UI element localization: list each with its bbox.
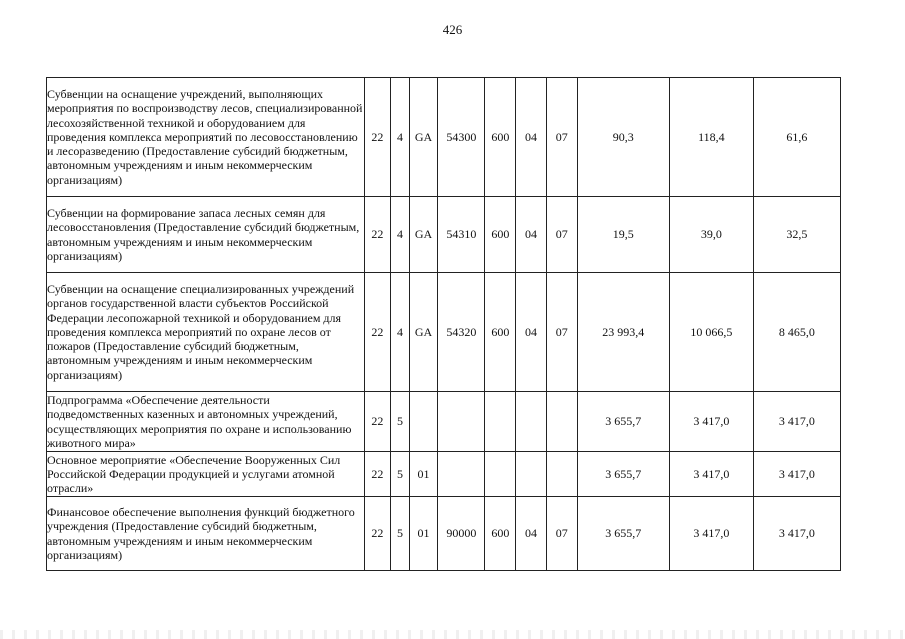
amount-year-2: 3 417,0 [669, 392, 753, 452]
code-pp: 5 [391, 392, 409, 452]
table-row [47, 78, 841, 197]
amount-year-1: 23 993,4 [577, 273, 669, 392]
code-gp: 22 [364, 497, 391, 571]
code-gp: 22 [364, 452, 391, 497]
row-description: Субвенции на формирование запаса лесных семян для лесовосстановления (Предоставление субсидий бюджетным, автономным учреждениям и иным некоммерческим организациям) [47, 197, 365, 273]
code-vr [485, 392, 516, 452]
amount-year-1: 90,3 [577, 78, 669, 197]
amount-year-2: 3 417,0 [669, 497, 753, 571]
code-rz: 04 [516, 78, 547, 197]
code-pp: 4 [391, 197, 409, 273]
code-rz [516, 452, 547, 497]
code-om: 01 [409, 452, 438, 497]
amount-year-3: 3 417,0 [753, 392, 840, 452]
amount-year-3: 3 417,0 [753, 452, 840, 497]
code-direction: 90000 [438, 497, 485, 571]
row-description: Основное мероприятие «Обеспечение Вооруженных Сил Российской Федерации продукцией и услугами атомной отрасли» [47, 452, 365, 497]
code-pr [546, 452, 577, 497]
amount-year-2: 10 066,5 [669, 273, 753, 392]
table-row [47, 452, 841, 497]
code-vr [485, 452, 516, 497]
table-row [47, 197, 841, 273]
amount-year-1: 3 655,7 [577, 452, 669, 497]
code-rz [516, 392, 547, 452]
code-rz: 04 [516, 497, 547, 571]
code-om: GA [409, 273, 438, 392]
code-vr: 600 [485, 273, 516, 392]
amount-year-3: 61,6 [753, 78, 840, 197]
amount-year-1: 3 655,7 [577, 392, 669, 452]
code-pr [546, 392, 577, 452]
amount-year-3: 32,5 [753, 197, 840, 273]
table-row [47, 497, 841, 571]
code-pp: 4 [391, 273, 409, 392]
row-description: Подпрограмма «Обеспечение деятельности подведомственных казенных и автономных учреждений, осуществляющих мероприятия по охране и использованию животного мира» [47, 392, 365, 452]
code-pr: 07 [546, 78, 577, 197]
code-direction [438, 452, 485, 497]
row-description: Финансовое обеспечение выполнения функций бюджетного учреждения (Предоставление субсидий бюджетным, автономным учреждениям и иным некоммерческим организациям) [47, 497, 365, 571]
code-om: GA [409, 78, 438, 197]
code-vr: 600 [485, 78, 516, 197]
code-rz: 04 [516, 273, 547, 392]
table-row [47, 392, 841, 452]
code-pp: 5 [391, 497, 409, 571]
code-pr: 07 [546, 497, 577, 571]
code-pr: 07 [546, 197, 577, 273]
scan-edge-artifact [0, 630, 905, 639]
row-description: Субвенции на оснащение учреждений, выполняющих мероприятия по воспроизводству лесов, специализированной лесохозяйственной техникой и оборудованием для проведения комплекса мероприятий по лесовосстановлению и лесоразведению (Предоставление субсидий бюджетным, автономным учреждениям и иным некоммерческим организациям) [47, 78, 365, 197]
amount-year-3: 3 417,0 [753, 497, 840, 571]
amount-year-2: 39,0 [669, 197, 753, 273]
code-direction: 54310 [438, 197, 485, 273]
code-gp: 22 [364, 392, 391, 452]
code-direction: 54300 [438, 78, 485, 197]
code-om [409, 392, 438, 452]
amount-year-3: 8 465,0 [753, 273, 840, 392]
code-om: GA [409, 197, 438, 273]
amount-year-1: 3 655,7 [577, 497, 669, 571]
code-vr: 600 [485, 497, 516, 571]
row-description: Субвенции на оснащение специализированных учреждений органов государственной власти субъектов Российской Федерации лесопожарной техникой и оборудованием для проведения комплекса мероприятий по охране лесов от пожаров (Предоставление субсидий бюджетным, автономным учреждениям и иным некоммерческим организациям) [47, 273, 365, 392]
amount-year-2: 3 417,0 [669, 452, 753, 497]
code-gp: 22 [364, 273, 391, 392]
amount-year-1: 19,5 [577, 197, 669, 273]
code-rz: 04 [516, 197, 547, 273]
budget-table [46, 77, 841, 571]
code-gp: 22 [364, 78, 391, 197]
code-gp: 22 [364, 197, 391, 273]
code-pp: 4 [391, 78, 409, 197]
code-pp: 5 [391, 452, 409, 497]
code-om: 01 [409, 497, 438, 571]
table-row [47, 273, 841, 392]
code-direction [438, 392, 485, 452]
code-vr: 600 [485, 197, 516, 273]
amount-year-2: 118,4 [669, 78, 753, 197]
page-number: 426 [442, 22, 463, 37]
code-direction: 54320 [438, 273, 485, 392]
code-pr: 07 [546, 273, 577, 392]
